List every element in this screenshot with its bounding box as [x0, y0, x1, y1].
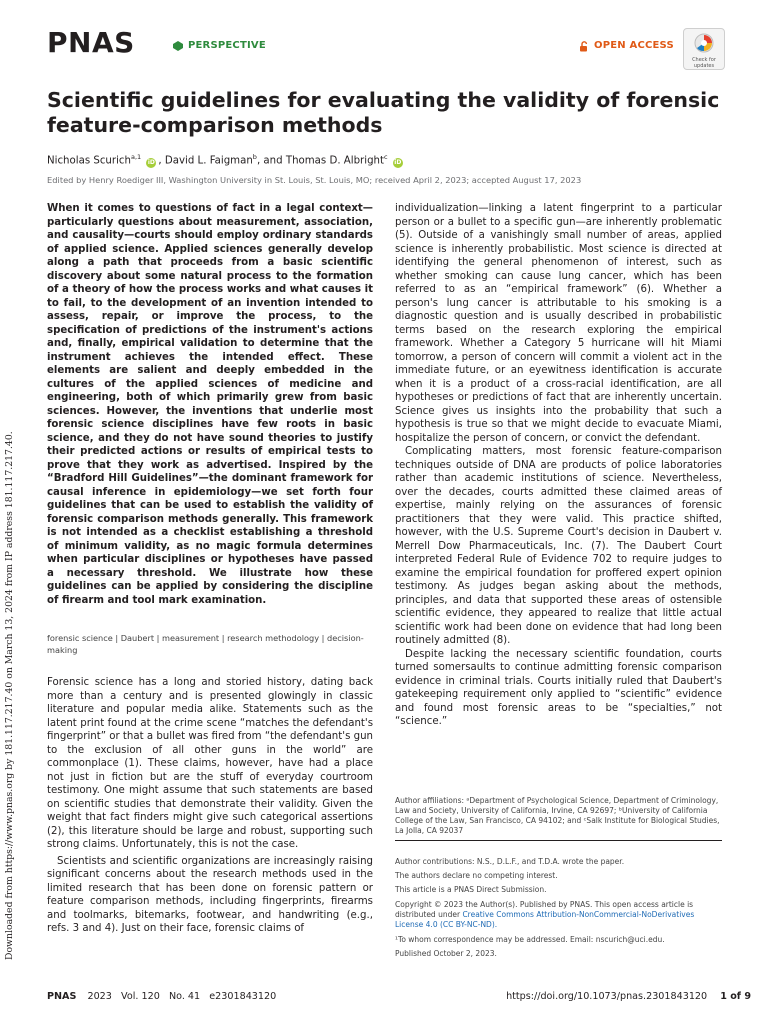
paragraph: Despite lacking the necessary scientific foundation, courts turned somersaults to continue admitting forensic comparison evidence in criminal trials. Courts initially ruled that Daubert's gatekeeping requirement only applied to “scientific” evidence and found most forensic areas to be “specialties,” not “science.”: [395, 648, 722, 727]
published-date: Published October 2, 2023.: [395, 949, 497, 958]
check-updates-icon: [693, 32, 715, 56]
open-lock-icon: [579, 41, 589, 52]
check-for-updates-badge[interactable]: [683, 28, 725, 70]
section-text: PERSPECTIVE: [188, 40, 266, 51]
copyright-note: [395, 900, 722, 930]
doi-link[interactable]: https://doi.org/10.1073/pnas.2301843120: [506, 991, 708, 1002]
author-list: Nicholas Scurich$^{a,1}$ iD , David L. Faigman$^b$, and Thomas D. Albright$^c$ iD: [47, 153, 402, 167]
copyright-text: Copyright © 2023 the Author(s). Published by PNAS. This open access article is distributed under: [395, 900, 694, 919]
open-access-label: [579, 39, 674, 53]
keyword-list: forensic science | Daubert | measurement | research methodology | decision-making: [47, 633, 364, 655]
body-text-left: [47, 676, 373, 936]
paragraph: Complicating matters, most forensic feature-comparison techniques outside of DNA are products of police laboratories rather than academic institutions of science. Nevertheless, over the decades, courts admitted these claimed areas of expertise, mainly relying on the assurances of forensic practitioners that they were valid. This practice shifted, however, with the U.S. Supreme Court's decision in Daubert v. Merrell Dow Pharmaceuticals, Inc. (7). The Daubert Court interpreted Federal Rule of Evidence 702 to require judges to examine the empirical foundation for proffered expert opinion testimony. As judges began asking about the methods, principles, and data that supported these areas of ostensible scientific evidence, they appeared to realize that little actual scientific work had been done on evidence that had long been routinely admitted (8).: [395, 446, 722, 646]
divider: [395, 840, 722, 841]
author-affiliations: Author affiliations: ᵃDepartment of Psychological Science, Department of Criminology, Law and Society, University of California, Irvine, CA 92697; ᵇUniversity of California College of the Law, San Francisco, CA 94102; and ᶜSalk Institute for Biological Studies, La Jolla, CA 92037: [395, 796, 720, 835]
editorial-history: Edited by Henry Roediger III, Washington University in St. Louis, St. Louis, MO; received April 2, 2023; accepted August 17, 2023: [47, 175, 582, 185]
orcid-icon[interactable]: iD: [147, 159, 155, 167]
keywords: [47, 633, 373, 656]
body-text-right: [395, 202, 722, 729]
author-name[interactable]: Thomas D. Albright: [285, 155, 384, 167]
competing-interest: The authors declare no competing interest.: [395, 871, 558, 880]
author-affiliation-mark: a,1: [130, 153, 142, 161]
journal-logo: PNAS: [47, 26, 135, 59]
footer-citation: 2023 Vol. 120 No. 41 e2301843120: [87, 991, 277, 1002]
article-notes: [395, 857, 722, 959]
paragraph: Forensic science has a long and storied history, dating back more than a century and is presented glowingly in classic literature and popular media alike. Statements such as the latent print found at the crime scene “matches the defendant's fingerprint” or that a bullet was fired from “the defendant's gun to the exclusion of all other guns in the world” are commonplace (1). These claims, however, have had a place not just in fiction but are the stuff of everyday courtroom testimony. One might assume that such statements are based on scientific studies that demonstrate their validity. Given the weight that fact finders might give such categorical assertions (2), this literature should be large and robust, supporting such strong claims. Unfortunately, this is not the case.: [47, 677, 373, 850]
page-number: 1 of 9: [720, 991, 751, 1002]
license-link[interactable]: Creative Commons Attribution-NonCommercial-NoDerivatives License 4.0 (CC BY-NC-ND).: [395, 910, 695, 929]
author-name[interactable]: David L. Faigman: [164, 155, 253, 167]
submission-note: This article is a PNAS Direct Submission.: [395, 885, 547, 894]
abstract-text: When it comes to questions of fact in a legal context—particularly questions about measurement, association, and causality—courts should employ ordinary standards of applied science. Applied sciences generally develop along a path that proceeds from a basic scientific discovery about some natural process to the formation of a theory of how the process works and what causes it to fail, to the development of an invention intended to assess, repair, or improve the process, to the specification of predictions of the instrument's actions and, finally, empirical validation to determine that the instrument achieves the intended effect. These elements are salient and deeply embedded in the cultures of the applied sciences of medicine and engineering, both of which primarily grew from basic sciences. However, the inventions that underlie most forensic science disciplines have few roots in basic science, and they do not have sound theories to justify their predicted actions or results of empirical tests to prove that they work as advertised. Inspired by the “Bradford Hill Guidelines”—the dominant framework for causal inference in epidemiology—we set forth four guidelines that can be used to establish the validity of forensic comparison methods generally. This framework is not intended as a checklist establishing a threshold of minimum validity, as no magic formula determines when particular disciplines or hypotheses have passed a necessary threshold. We illustrate how these guidelines can be applied by considering the discipline of firearm and tool mark examination.: [47, 203, 373, 606]
orcid-icon[interactable]: iD: [394, 159, 402, 167]
footer-journal: PNAS: [47, 991, 77, 1002]
author-affiliation-mark: b: [252, 153, 257, 161]
section-label: [173, 39, 266, 53]
perspective-icon: [173, 41, 183, 51]
download-watermark: Downloaded from https://www.pnas.org by 181.117.217.40 on March 13, 2024 from IP address 181.117.217.40.: [4, 431, 15, 960]
author-name[interactable]: Nicholas Scurich: [47, 155, 131, 167]
open-access-text: OPEN ACCESS: [594, 40, 674, 51]
paragraph: Scientists and scientific organizations are increasingly raising significant concerns about the research methods used in the limited research that has been done on forensic pattern or feature comparison methods, including fingerprints, firearms and toolmarks, bitemarks, footwear, and handwriting (e.g., refs. 3 and 4). Just on their face, forensic claims of: [47, 855, 373, 934]
paragraph: individualization—linking a latent fingerprint to a particular person or a bullet to a specific gun—are inherently problematic (5). Outside of a vanishingly small number of areas, applied science is inherently probabilistic. Most science is directed at identifying the general phenomenon of interest, such as whether smoking can cause lung cancer, which has been referred to as an “empirical framework” (6). Whether a person's lung cancer is attributable to his smoking is a diagnostic question and is usually described in probabilistic terms based on the research exploring the empirical framework. Whether a Category 5 hurricane will hit Miami tomorrow, a person of concern will commit a violent act in the immediate future, or an eyewitness identification is accurate when it is a product of a cross-racial identification, are all hypotheses or predictions of fact that are inherently uncertain. Science gives us insights into the probability that such a hypothesis is true so that we might decide to evacuate Miami, hospitalize the person of concern, or convict the defendant.: [395, 203, 722, 444]
article-title: Scientific guidelines for evaluating the validity of forensic feature-comparison methods: [47, 88, 720, 137]
author-contributions: Author contributions: N.S., D.L.F., and T.D.A. wrote the paper.: [395, 857, 625, 866]
author-conjunction: and: [263, 155, 283, 167]
abstract: [47, 202, 373, 607]
footer-left: [47, 990, 276, 1003]
author-affiliation-mark: c: [384, 153, 388, 161]
check-updates-text: Check for updates: [692, 57, 716, 69]
footer-right: [500, 990, 751, 1003]
correspondence-note: ¹To whom correspondence may be addressed. Email: nscurich@uci.edu.: [395, 935, 665, 944]
